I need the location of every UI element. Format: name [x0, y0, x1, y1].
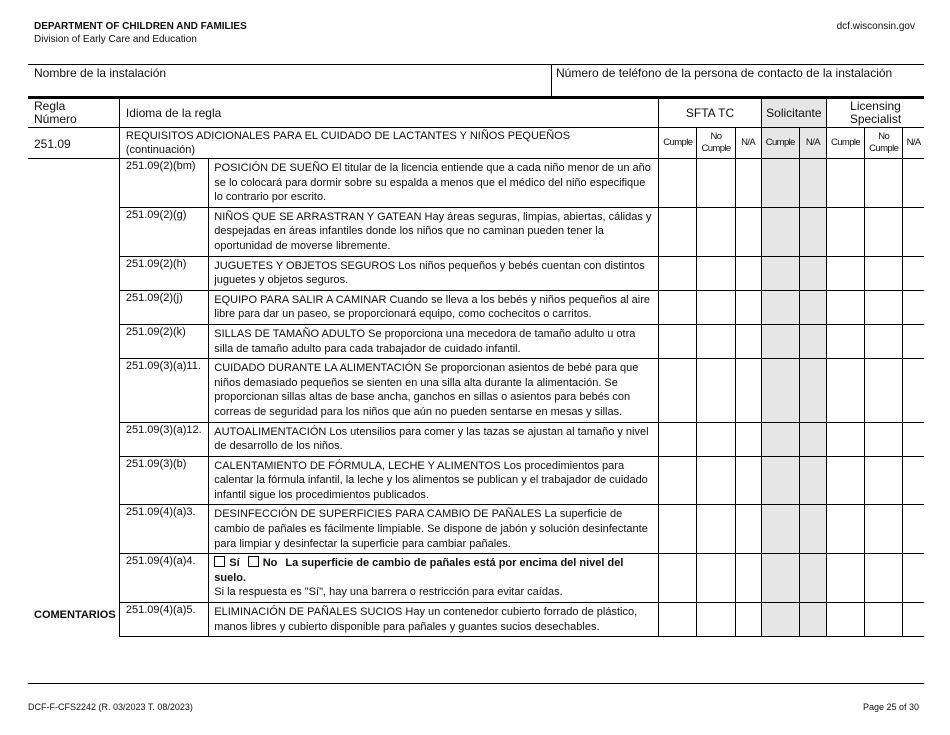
licensing-cumple-cell[interactable]	[826, 207, 864, 256]
rule-text: POSICIÓN DE SUEÑO El titular de la licencia entiende que a cada niño menor de un año se lo colocará para dormir sobre su espalda a menos que el médico del niño especifique lo contrario por escrito.	[209, 159, 659, 208]
rule-number-header: Regla Número	[28, 99, 119, 128]
rule-text: AUTOALIMENTACIÓN Los utensilios para comer y las tazas se ajustan al tamaño y nivel de desarrollo de los niños.	[209, 422, 659, 456]
licensing-na-cell[interactable]	[903, 422, 924, 456]
licensing-no-cumple-cell[interactable]	[865, 159, 903, 208]
sfta-cumple-cell[interactable]	[659, 456, 697, 505]
sfta-cumple-header: Cumple	[659, 128, 697, 159]
rule-language-header: Idioma de la regla	[119, 99, 658, 128]
rule-row	[28, 207, 924, 256]
facility-phone-field[interactable]	[552, 65, 924, 96]
applicant-na-cell[interactable]	[799, 505, 826, 554]
website-url[interactable]: dcf.wisconsin.gov	[836, 21, 915, 32]
applicant-na-cell[interactable]	[799, 554, 826, 603]
sfta-cumple-cell[interactable]	[659, 207, 697, 256]
facility-phone-label: Número de teléfono de la persona de contacto de la instalación	[556, 66, 893, 80]
rule-row	[28, 505, 924, 554]
licensing-cumple-header: Cumple	[826, 128, 864, 159]
rule-code: 251.09(4)(a)3.	[119, 505, 208, 554]
sfta-no-cumple-cell[interactable]	[697, 290, 735, 324]
rule-row	[28, 324, 924, 358]
sfta-no-cumple-cell[interactable]	[697, 159, 735, 208]
sfta-no-cumple-cell[interactable]	[697, 603, 735, 637]
rule-number-blank	[28, 207, 119, 256]
applicant-na-cell[interactable]	[799, 207, 826, 256]
rule-row	[28, 603, 924, 637]
rule-text: CUIDADO DURANTE LA ALIMENTACIÓN Se proporcionan asientos de bebé para que niños demasiado pequeños se sienten en una silla alta durante la alimentación. Se proporcionan sillas altas de base ancha, ganchos en sillas o asientos para bebés con correas de seguridad para los niños que aún no pueden sentarse en mesas y sillas.	[209, 359, 659, 422]
rule-row	[28, 456, 924, 505]
applicant-cumple-cell[interactable]	[761, 554, 799, 603]
rule-row	[28, 359, 924, 422]
licensing-cumple-cell[interactable]	[826, 456, 864, 505]
no-checkbox[interactable]	[248, 556, 259, 567]
applicant-cumple-cell[interactable]	[761, 256, 799, 290]
licensing-no-cumple-cell[interactable]	[865, 359, 903, 422]
sfta-na-header: N/A	[735, 128, 761, 159]
rule-code: 251.09(2)(j)	[119, 290, 208, 324]
applicant-na-cell[interactable]	[799, 456, 826, 505]
sfta-cumple-cell[interactable]	[659, 359, 697, 422]
licensing-no-cumple-cell[interactable]	[865, 505, 903, 554]
rule-row	[28, 256, 924, 290]
sfta-cumple-cell[interactable]	[659, 505, 697, 554]
sfta-na-cell[interactable]	[735, 422, 761, 456]
rule-code: 251.09(3)(a)11.	[119, 359, 208, 422]
licensing-no-cumple-cell[interactable]	[865, 256, 903, 290]
applicant-cumple-cell[interactable]	[761, 359, 799, 422]
sfta-no-cumple-cell[interactable]	[697, 207, 735, 256]
rules-checklist-table	[28, 98, 924, 637]
department-name: DEPARTMENT OF CHILDREN AND FAMILIES	[34, 21, 247, 32]
applicant-cumple-cell[interactable]	[761, 422, 799, 456]
licensing-na-cell[interactable]	[903, 324, 924, 358]
applicant-na-cell[interactable]	[799, 290, 826, 324]
yes-no-followup: Si la respuesta es "Sí", hay una barrera o restricción para evitar caídas.	[214, 586, 563, 599]
sfta-cumple-cell[interactable]	[659, 603, 697, 637]
sfta-no-cumple-cell[interactable]	[697, 505, 735, 554]
applicant-cumple-cell[interactable]	[761, 603, 799, 637]
applicant-cumple-cell[interactable]	[761, 159, 799, 208]
sfta-cumple-cell[interactable]	[659, 422, 697, 456]
licensing-cumple-cell[interactable]	[826, 422, 864, 456]
rule-text: CALENTAMIENTO DE FÓRMULA, LECHE Y ALIMENTOS Los procedimientos para calentar la fórmula infantil, la leche y los alimentos se publican y el trabajador de cuidado infantil sigue los procedimientos publicados.	[209, 456, 659, 505]
rule-number-blank	[28, 554, 119, 603]
sfta-no-cumple-cell[interactable]	[697, 554, 735, 603]
rule-row	[28, 290, 924, 324]
sfta-no-cumple-cell[interactable]	[697, 422, 735, 456]
facility-name-field[interactable]	[28, 65, 552, 96]
rule-number-blank	[28, 505, 119, 554]
licensing-cumple-cell[interactable]	[826, 290, 864, 324]
sfta-cumple-cell[interactable]	[659, 159, 697, 208]
licensing-na-cell[interactable]	[903, 207, 924, 256]
licensing-cumple-cell[interactable]	[826, 324, 864, 358]
rule-code: 251.09(2)(h)	[119, 256, 208, 290]
licensing-no-cumple-header: No Cumple	[865, 128, 903, 159]
rule-code: 251.09(2)(bm)	[119, 159, 208, 208]
rule-row	[28, 422, 924, 456]
applicant-na-cell[interactable]	[799, 359, 826, 422]
rule-number-blank	[28, 422, 119, 456]
licensing-no-cumple-cell[interactable]	[865, 456, 903, 505]
licensing-na-cell[interactable]	[903, 456, 924, 505]
applicant-na-cell[interactable]	[799, 256, 826, 290]
rule-row	[28, 159, 924, 208]
applicant-na-cell[interactable]	[799, 422, 826, 456]
sfta-na-cell[interactable]	[735, 359, 761, 422]
licensing-no-cumple-cell[interactable]	[865, 603, 903, 637]
licensing-cumple-cell[interactable]	[826, 554, 864, 603]
yes-label: Sí	[229, 557, 240, 570]
sfta-na-cell[interactable]	[735, 456, 761, 505]
licensing-na-cell[interactable]	[903, 290, 924, 324]
licensing-na-cell[interactable]	[903, 554, 924, 603]
sfta-na-cell[interactable]	[735, 505, 761, 554]
footer-divider	[28, 683, 924, 684]
licensing-na-cell[interactable]	[903, 359, 924, 422]
licensing-na-cell[interactable]	[903, 159, 924, 208]
rule-text: EQUIPO PARA SALIR A CAMINAR Cuando se lleva a los bebés y niños pequeños al aire libre para dar un paseo, se proporcionará equipo, como cochecitos o carritos.	[209, 290, 659, 324]
rule-code: 251.09(4)(a)4.	[119, 554, 208, 603]
sfta-cumple-cell[interactable]	[659, 554, 697, 603]
rule-number-blank	[28, 324, 119, 358]
sfta-na-cell[interactable]	[735, 159, 761, 208]
licensing-no-cumple-cell[interactable]	[865, 554, 903, 603]
rule-text: JUGUETES Y OBJETOS SEGUROS Los niños pequeños y bebés cuentan con distintos juguetes y objetos seguros.	[209, 256, 659, 290]
applicant-na-cell[interactable]	[799, 159, 826, 208]
licensing-no-cumple-cell[interactable]	[865, 290, 903, 324]
licensing-no-cumple-cell[interactable]	[865, 207, 903, 256]
page-number: Page 25 of 30	[862, 702, 919, 712]
applicant-cumple-cell[interactable]	[761, 207, 799, 256]
applicant-na-cell[interactable]	[799, 603, 826, 637]
rule-code: 251.09(3)(a)12.	[119, 422, 208, 456]
licensing-specialist-header: Licensing Specialist	[826, 99, 924, 128]
rule-code: 251.09(3)(b)	[119, 456, 208, 505]
page-header	[34, 21, 247, 46]
rule-number-blank	[28, 359, 119, 422]
licensing-cumple-cell[interactable]	[826, 359, 864, 422]
applicant-cumple-cell[interactable]	[761, 290, 799, 324]
licensing-na-header: N/A	[903, 128, 924, 159]
sfta-no-cumple-cell[interactable]	[697, 359, 735, 422]
comments-label: COMENTARIOS	[34, 609, 116, 621]
licensing-cumple-cell[interactable]	[826, 256, 864, 290]
applicant-na-cell[interactable]	[799, 324, 826, 358]
rule-number-blank	[28, 456, 119, 505]
sfta-no-cumple-cell[interactable]	[697, 256, 735, 290]
section-title: REQUISITOS ADICIONALES PARA EL CUIDADO DE LACTANTES Y NIÑOS PEQUEÑOS (continuación)	[119, 128, 658, 159]
licensing-no-cumple-cell[interactable]	[865, 422, 903, 456]
rule-text-yes-no	[209, 554, 659, 603]
sfta-cumple-cell[interactable]	[659, 256, 697, 290]
facility-name-label: Nombre de la instalación	[34, 66, 167, 80]
applicant-header: Solicitante	[761, 99, 826, 128]
sfta-na-cell[interactable]	[735, 603, 761, 637]
sfta-cumple-cell[interactable]	[659, 290, 697, 324]
sfta-na-cell[interactable]	[735, 554, 761, 603]
sfta-na-cell[interactable]	[735, 324, 761, 358]
rule-code: 251.09(2)(g)	[119, 207, 208, 256]
applicant-na-header: N/A	[799, 128, 826, 159]
rule-row	[28, 554, 924, 603]
licensing-na-cell[interactable]	[903, 603, 924, 637]
licensing-na-cell[interactable]	[903, 505, 924, 554]
rule-code: 251.09(4)(a)5.	[119, 603, 208, 637]
licensing-na-cell[interactable]	[903, 256, 924, 290]
applicant-cumple-cell[interactable]	[761, 505, 799, 554]
applicant-cumple-cell[interactable]	[761, 324, 799, 358]
licensing-cumple-cell[interactable]	[826, 159, 864, 208]
yes-no-question: La superficie de cambio de pañales está por encima del nivel del suelo.	[214, 557, 624, 584]
rule-text: NIÑOS QUE SE ARRASTRAN Y GATEAN Hay áreas seguras, limpias, abiertas, cálidas y despejadas en áreas infantiles donde los niños que no caminan pueden tener la oportunidad de moverse libremente.	[209, 207, 659, 256]
rule-code: 251.09(2)(k)	[119, 324, 208, 358]
rule-text: DESINFECCIÓN DE SUPERFICIES PARA CAMBIO DE PAÑALES La superficie de cambio de pañales es fácilmente limpiable. Se dispone de jabón y solución desinfectante para limpiar y desinfectar la superficie para cambiar pañales.	[209, 505, 659, 554]
sfta-cumple-cell[interactable]	[659, 324, 697, 358]
sfta-no-cumple-cell[interactable]	[697, 324, 735, 358]
sfta-tc-header: SFTA TC	[659, 99, 761, 128]
rule-number-blank	[28, 256, 119, 290]
sfta-no-cumple-cell[interactable]	[697, 456, 735, 505]
licensing-no-cumple-cell[interactable]	[865, 324, 903, 358]
rule-text: SILLAS DE TAMAÑO ADULTO Se proporciona una mecedora de tamaño adulto u otra silla de tamaño adulto para cada trabajador de cuidado infantil.	[209, 324, 659, 358]
sfta-no-cumple-header: No Cumple	[697, 128, 735, 159]
form-id: DCF-F-CFS2242 (R. 03/2023 T. 08/2023)	[28, 702, 193, 712]
licensing-cumple-cell[interactable]	[826, 603, 864, 637]
applicant-cumple-cell[interactable]	[761, 456, 799, 505]
no-label: No	[262, 557, 278, 570]
yes-checkbox[interactable]	[214, 556, 225, 567]
sfta-na-cell[interactable]	[735, 256, 761, 290]
rule-number-blank	[28, 290, 119, 324]
licensing-cumple-cell[interactable]	[826, 505, 864, 554]
rule-number-blank	[28, 159, 119, 208]
applicant-cumple-header: Cumple	[761, 128, 799, 159]
sfta-na-cell[interactable]	[735, 290, 761, 324]
section-number: 251.09	[28, 128, 119, 159]
sfta-na-cell[interactable]	[735, 207, 761, 256]
rule-text: ELIMINACIÓN DE PAÑALES SUCIOS Hay un contenedor cubierto forrado de plástico, manos libres y cubierto disponible para pañales y guantes sucios desechables.	[209, 603, 659, 637]
facility-info-row	[28, 64, 924, 98]
division-name: Division of Early Care and Education	[34, 34, 197, 45]
